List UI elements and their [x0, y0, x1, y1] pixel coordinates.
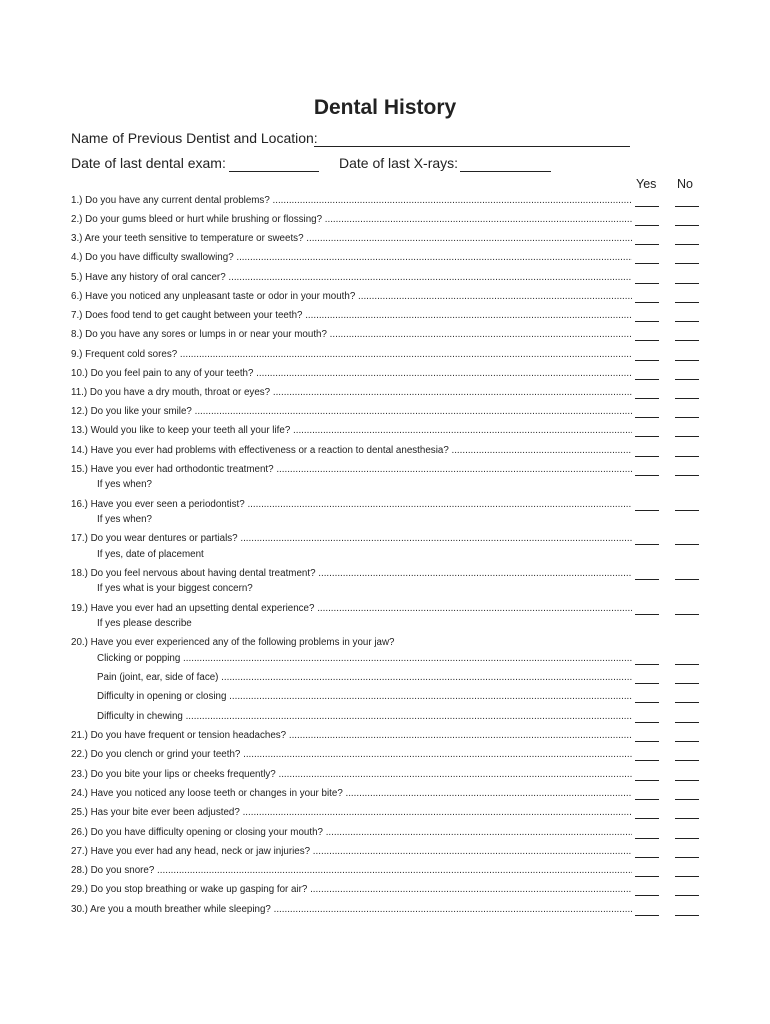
question-text: 21.) Do you have frequent or tension headaches? .....	[71, 730, 632, 741]
last-xrays-label: Date of last X-rays:	[339, 155, 459, 171]
no-answer-blank[interactable]	[675, 510, 699, 511]
yes-answer-blank[interactable]	[635, 818, 659, 819]
question-subitem	[71, 689, 770, 705]
question-row	[71, 497, 770, 513]
question-row	[71, 366, 770, 382]
question-row	[71, 231, 770, 247]
yes-answer-blank[interactable]	[635, 283, 659, 284]
question-row	[71, 193, 770, 209]
question-followup	[71, 547, 770, 563]
question-text: 12.) Do you like your smile? .....	[71, 406, 632, 417]
yes-answer-blank[interactable]	[635, 475, 659, 476]
question-text: 20.) Have you ever experienced any of the following problems in your jaw?	[71, 637, 395, 648]
yes-answer-blank[interactable]	[635, 244, 659, 245]
last-exam-label: Date of last dental exam:	[71, 155, 226, 171]
question-row	[71, 747, 770, 763]
no-answer-blank[interactable]	[675, 702, 699, 703]
question-text: 5.) Have any history of oral cancer? .....	[71, 272, 632, 283]
question-row	[71, 270, 770, 286]
yes-answer-blank[interactable]	[635, 360, 659, 361]
question-followup	[71, 512, 770, 528]
no-answer-blank[interactable]	[675, 799, 699, 800]
no-answer-blank[interactable]	[675, 225, 699, 226]
question-text: 18.) Do you feel nervous about having dental treatment? .....	[71, 568, 632, 579]
page-title: Dental History	[313, 96, 457, 119]
no-answer-blank[interactable]	[675, 614, 699, 615]
question-row	[71, 308, 770, 324]
question-text: 9.) Frequent cold sores? .....	[71, 349, 632, 360]
yes-answer-blank[interactable]	[635, 321, 659, 322]
no-answer-blank[interactable]	[675, 398, 699, 399]
question-text: 27.) Have you ever had any head, neck or jaw injuries? .....	[71, 846, 632, 857]
question-subitem	[71, 670, 770, 686]
question-text: 22.) Do you clench or grind your teeth? .....	[71, 749, 632, 760]
no-answer-blank[interactable]	[675, 895, 699, 896]
no-answer-blank[interactable]	[675, 838, 699, 839]
question-text: 10.) Do you feel pain to any of your teeth? .....	[71, 368, 632, 379]
no-answer-blank[interactable]	[675, 417, 699, 418]
question-subitem	[71, 651, 770, 667]
question-row	[71, 863, 770, 879]
question-text: If yes, date of placement	[97, 549, 204, 560]
yes-answer-blank[interactable]	[635, 302, 659, 303]
question-text: 15.) Have you ever had orthodontic treatment? .....	[71, 464, 632, 475]
question-text: 2.) Do your gums bleed or hurt while brushing or flossing? .....	[71, 214, 632, 225]
no-answer-blank[interactable]	[675, 876, 699, 877]
question-row	[71, 805, 770, 821]
question-text: 1.) Do you have any current dental problems? .....	[71, 195, 632, 206]
yes-answer-blank[interactable]	[635, 895, 659, 896]
question-text: Difficulty in opening or closing .....	[97, 691, 632, 702]
yes-answer-blank[interactable]	[635, 225, 659, 226]
no-answer-blank[interactable]	[675, 722, 699, 723]
yes-answer-blank[interactable]	[635, 838, 659, 839]
question-text: 17.) Do you wear dentures or partials? .....	[71, 533, 632, 544]
question-subitem	[71, 709, 770, 725]
question-row	[71, 844, 770, 860]
yes-answer-blank[interactable]	[635, 664, 659, 665]
question-row	[71, 601, 770, 617]
yes-answer-blank[interactable]	[635, 417, 659, 418]
no-answer-blank[interactable]	[675, 456, 699, 457]
yes-answer-blank[interactable]	[635, 614, 659, 615]
no-column-header: No	[677, 177, 693, 191]
yes-answer-blank[interactable]	[635, 799, 659, 800]
no-answer-blank[interactable]	[675, 818, 699, 819]
question-row	[71, 635, 770, 651]
no-answer-blank[interactable]	[675, 321, 699, 322]
question-row	[71, 212, 770, 228]
no-answer-blank[interactable]	[675, 683, 699, 684]
yes-answer-blank[interactable]	[635, 206, 659, 207]
no-answer-blank[interactable]	[675, 302, 699, 303]
question-row	[71, 327, 770, 343]
no-answer-blank[interactable]	[675, 436, 699, 437]
question-text: 14.) Have you ever had problems with effectiveness or a reaction to dental anesthesia? .....	[71, 445, 632, 456]
question-text: Pain (joint, ear, side of face) .....	[97, 672, 632, 683]
question-followup	[71, 616, 770, 632]
yes-answer-blank[interactable]	[635, 456, 659, 457]
question-text: 26.) Do you have difficulty opening or closing your mouth? .....	[71, 827, 632, 838]
question-row	[71, 462, 770, 478]
yes-answer-blank[interactable]	[635, 780, 659, 781]
question-row	[71, 882, 770, 898]
question-row	[71, 385, 770, 401]
question-followup	[71, 581, 770, 597]
question-text: 19.) Have you ever had an upsetting dental experience? .....	[71, 603, 632, 614]
yes-answer-blank[interactable]	[635, 579, 659, 580]
yes-answer-blank[interactable]	[635, 702, 659, 703]
question-row	[71, 250, 770, 266]
question-row	[71, 289, 770, 305]
no-answer-blank[interactable]	[675, 915, 699, 916]
question-text: 29.) Do you stop breathing or wake up gasping for air? .....	[71, 884, 632, 895]
question-text: If yes what is your biggest concern?	[97, 583, 253, 594]
question-text: Difficulty in chewing .....	[97, 711, 632, 722]
yes-answer-blank[interactable]	[635, 436, 659, 437]
question-text: If yes when?	[97, 479, 153, 490]
no-answer-blank[interactable]	[675, 475, 699, 476]
question-row	[71, 347, 770, 363]
yes-answer-blank[interactable]	[635, 544, 659, 545]
yes-answer-blank[interactable]	[635, 340, 659, 341]
question-text: 28.) Do you snore? .....	[71, 865, 632, 876]
yes-answer-blank[interactable]	[635, 263, 659, 264]
question-row	[71, 423, 770, 439]
question-row	[71, 767, 770, 783]
question-text: 8.) Do you have any sores or lumps in or near your mouth? .....	[71, 329, 632, 340]
question-text: 13.) Would you like to keep your teeth all your life? .....	[71, 425, 632, 436]
no-answer-blank[interactable]	[675, 244, 699, 245]
question-text: 30.) Are you a mouth breather while sleeping? .....	[71, 904, 632, 915]
no-answer-blank[interactable]	[675, 760, 699, 761]
question-text: Clicking or popping .....	[97, 653, 632, 664]
no-answer-blank[interactable]	[675, 283, 699, 284]
yes-answer-blank[interactable]	[635, 760, 659, 761]
no-answer-blank[interactable]	[675, 263, 699, 264]
question-text: 3.) Are your teeth sensitive to temperature or sweets? .....	[71, 233, 632, 244]
no-answer-blank[interactable]	[675, 664, 699, 665]
yes-column-header: Yes	[636, 177, 657, 191]
question-row	[71, 825, 770, 841]
question-row	[71, 902, 770, 918]
no-answer-blank[interactable]	[675, 780, 699, 781]
question-text: 6.) Have you noticed any unpleasant taste or odor in your mouth? .....	[71, 291, 632, 302]
question-text: 7.) Does food tend to get caught between your teeth? .....	[71, 310, 632, 321]
question-text: 11.) Do you have a dry mouth, throat or eyes? .....	[71, 387, 632, 398]
question-row	[71, 404, 770, 420]
no-answer-blank[interactable]	[675, 857, 699, 858]
question-text: 4.) Do you have difficulty swallowing? .....	[71, 252, 632, 263]
question-text: If yes when?	[97, 514, 153, 525]
yes-answer-blank[interactable]	[635, 915, 659, 916]
no-answer-blank[interactable]	[675, 360, 699, 361]
yes-answer-blank[interactable]	[635, 741, 659, 742]
no-answer-blank[interactable]	[675, 741, 699, 742]
question-row	[71, 728, 770, 744]
yes-answer-blank[interactable]	[635, 379, 659, 380]
previous-dentist-label: Name of Previous Dentist and Location:	[71, 130, 318, 146]
question-text: If yes please describe	[97, 618, 192, 629]
no-answer-blank[interactable]	[675, 379, 699, 380]
question-text: 23.) Do you bite your lips or cheeks frequently? .....	[71, 769, 632, 780]
yes-answer-blank[interactable]	[635, 398, 659, 399]
question-row	[71, 786, 770, 802]
question-followup	[71, 477, 770, 493]
question-row	[71, 443, 770, 459]
question-row	[71, 566, 770, 582]
question-row	[71, 531, 770, 547]
yes-answer-blank[interactable]	[635, 683, 659, 684]
no-answer-blank[interactable]	[675, 340, 699, 341]
yes-answer-blank[interactable]	[635, 876, 659, 877]
yes-answer-blank[interactable]	[635, 510, 659, 511]
no-answer-blank[interactable]	[675, 579, 699, 580]
yes-answer-blank[interactable]	[635, 857, 659, 858]
question-text: 16.) Have you ever seen a periodontist? .....	[71, 499, 632, 510]
yes-answer-blank[interactable]	[635, 722, 659, 723]
question-text: 24.) Have you noticed any loose teeth or changes in your bite? .....	[71, 788, 632, 799]
question-text: 25.) Has your bite ever been adjusted? .....	[71, 807, 632, 818]
no-answer-blank[interactable]	[675, 206, 699, 207]
no-answer-blank[interactable]	[675, 544, 699, 545]
